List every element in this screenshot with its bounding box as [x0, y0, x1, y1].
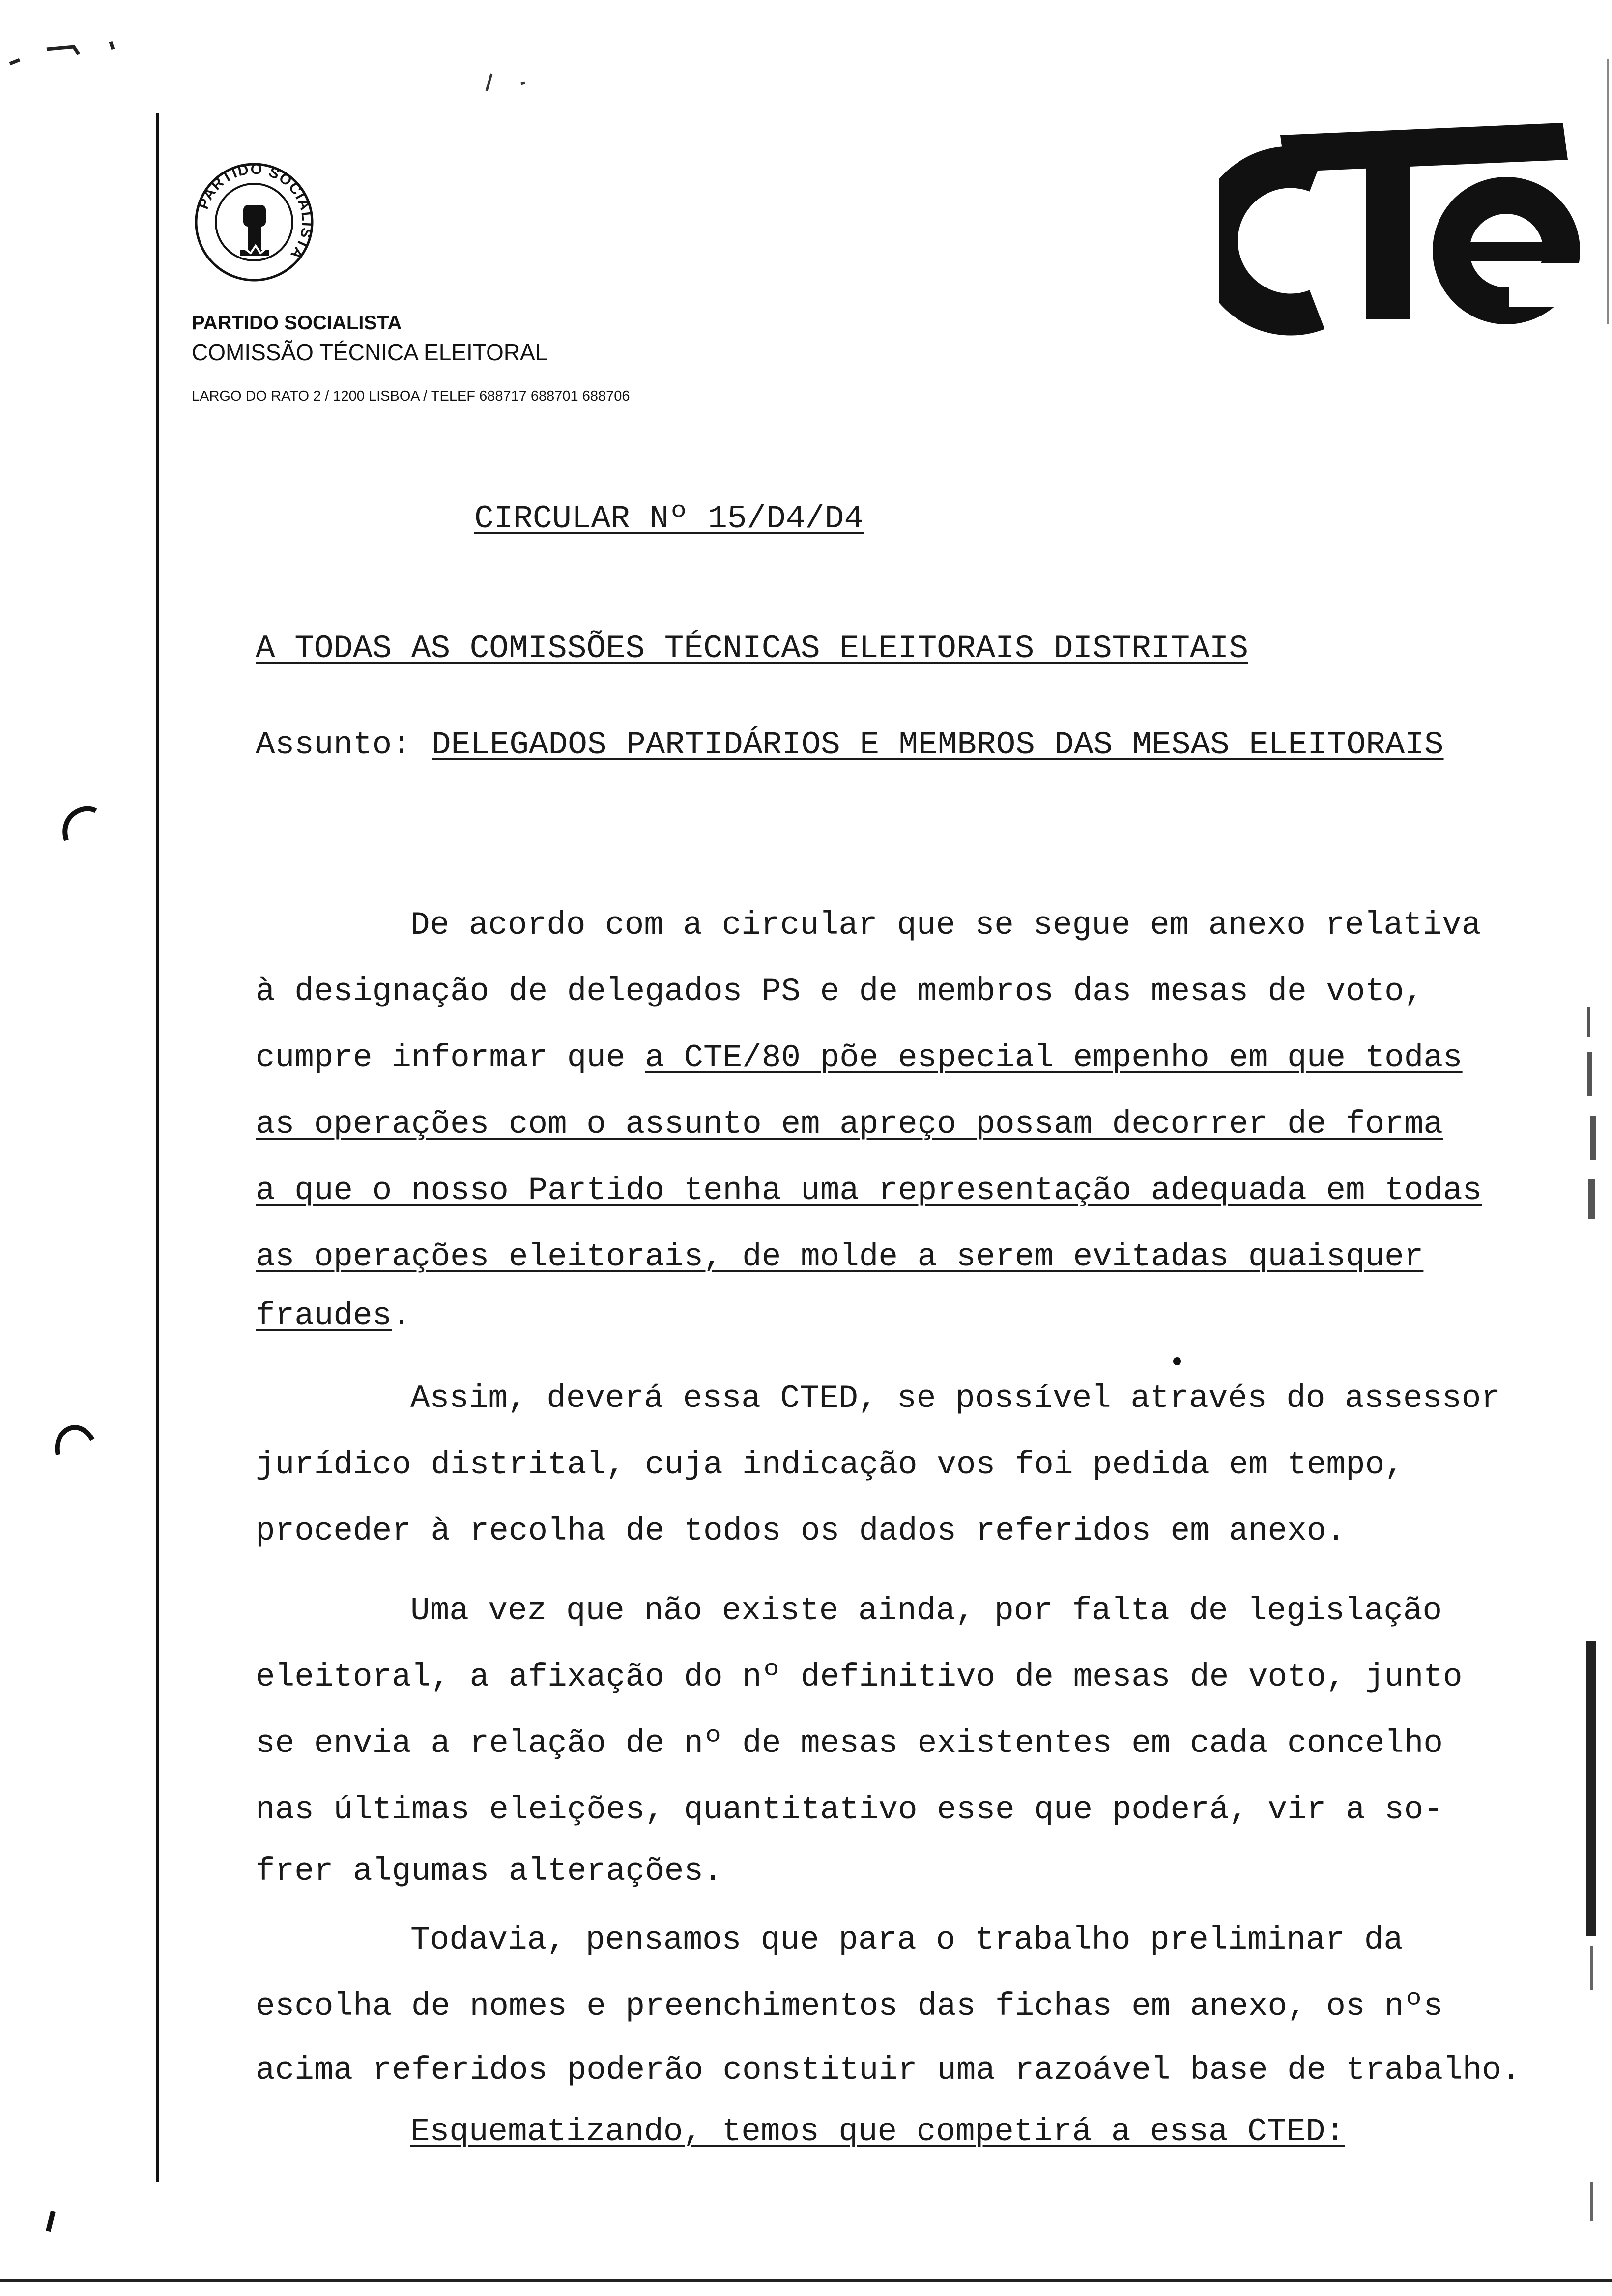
body-line — [256, 1039, 1463, 1076]
body-line: nas últimas eleições, quantitativo esse que poderá, vir a so- — [256, 1791, 1443, 1828]
body-line-underlined: a CTE/80 põe especial empenho em que todas — [645, 1039, 1463, 1076]
body-line-underlined: a que o nosso Partido tenha uma representação adequada em todas — [256, 1172, 1482, 1209]
body-line: se envia a relação de nº de mesas existentes em cada concelho — [256, 1725, 1443, 1762]
body-line-underlined: fraudes — [256, 1297, 392, 1334]
margin-rule — [156, 113, 159, 2182]
body-line: proceder à recolha de todos os dados referidos em anexo. — [256, 1513, 1346, 1550]
body-line: De acordo com a circular que se segue em anexo relativa — [410, 907, 1481, 944]
body-line-underlined: as operações eleitorais, de molde a serem evitadas quaisquer — [256, 1238, 1424, 1275]
body-line-part: cumpre informar que — [256, 1039, 645, 1076]
body-line-underlined: as operações com o assunto em apreço possam decorrer de forma — [256, 1106, 1443, 1143]
org-name: PARTIDO SOCIALISTA — [192, 312, 402, 334]
body-line: Assim, deverá essa CTED, se possível através do assessor — [410, 1380, 1500, 1417]
body-line: Uma vez que não existe ainda, por falta de legislação — [410, 1592, 1442, 1629]
body-line — [256, 1297, 411, 1334]
body-line: acima referidos poderão constituir uma razoável base de trabalho. — [256, 2052, 1521, 2089]
org-subtitle: COMISSÃO TÉCNICA ELEITORAL — [192, 340, 548, 365]
subject-text: DELEGADOS PARTIDÁRIOS E MEMBROS DAS MESAS ELEITORAIS — [432, 726, 1444, 763]
bottom-rule — [0, 2279, 1612, 2282]
body-line-part: . — [392, 1297, 411, 1334]
org-address: LARGO DO RATO 2 / 1200 LISBOA / TELEF 688717 688701 688706 — [192, 388, 630, 404]
cte-logo — [1219, 113, 1602, 349]
section-heading: Esquematizando, temos que competirá a essa CTED: — [410, 2113, 1345, 2150]
party-seal-logo — [192, 160, 317, 285]
body-line: eleitoral, a afixação do nº definitivo de mesas de voto, junto — [256, 1659, 1463, 1695]
svg-text:PARTIDO SOCIALISTA: PARTIDO SOCIALISTA — [195, 161, 316, 263]
body-line: Todavia, pensamos que para o trabalho preliminar da — [410, 1922, 1403, 1958]
addressee-line: A TODAS AS COMISSÕES TÉCNICAS ELEITORAIS DISTRITAIS — [256, 630, 1248, 667]
circular-title: CIRCULAR Nº 15/D4/D4 — [474, 500, 864, 537]
subject-label: Assunto: — [256, 726, 411, 763]
body-line: à designação de delegados PS e de membros das mesas de voto, — [256, 973, 1424, 1010]
body-line: frer algumas alterações. — [256, 1853, 723, 1890]
body-line: jurídico distrital, cuja indicação vos foi pedida em tempo, — [256, 1446, 1404, 1483]
body-line: escolha de nomes e preenchimentos das fichas em anexo, os nºs — [256, 1988, 1443, 2025]
